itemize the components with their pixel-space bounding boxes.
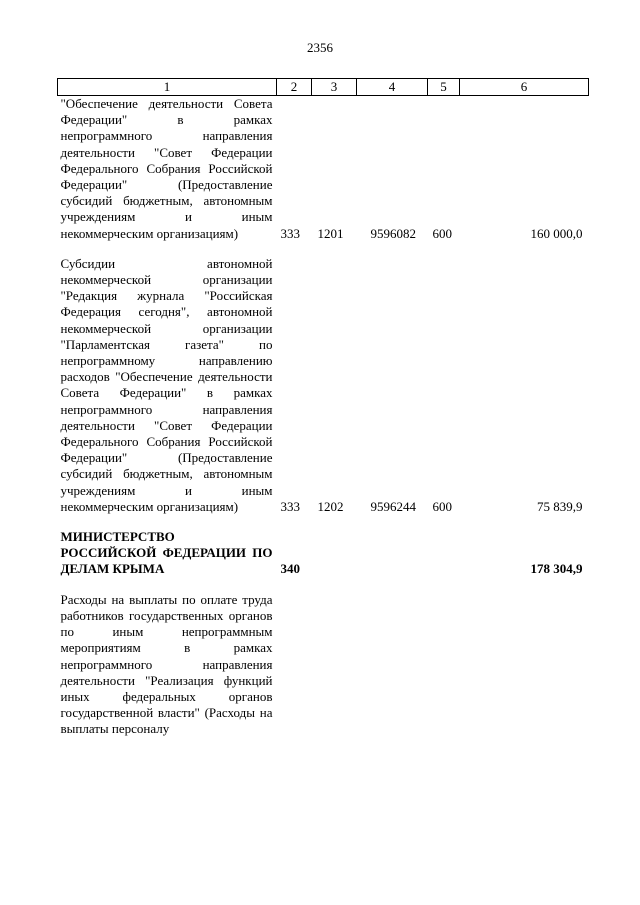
row-type: 600 (432, 498, 452, 514)
row-description: "Обеспечение деятельности Совета Федерации" в рамках непрограммного направления деятельности "Совет Федерации Федерального Собрания Российской Федерации" (Предоставление субсидий бюджетным, автономным учреждениям и иным некоммерческим организациям) (60, 96, 273, 241)
row-type (428, 529, 460, 578)
col-header-3: 3 (312, 79, 357, 96)
ministry-amount: 178 304,9 (530, 561, 583, 577)
table-row-ministry (58, 529, 589, 578)
col-header-1: 1 (58, 79, 277, 96)
table-row (58, 256, 589, 515)
row-target (357, 529, 428, 578)
row-code: 333 (280, 498, 300, 514)
page-number: 2356 (307, 40, 333, 55)
col-header-4: 4 (357, 79, 428, 96)
row-description: Расходы на выплаты по оплате труда работников государственных органов по иным непрограммным мероприятиям в рамках непрограммного направления деятельности "Реализация функций иных федеральных органов государственной власти" (Расходы на выплаты персоналу (60, 591, 273, 737)
row-amount: 160 000,0 (530, 225, 583, 241)
row-target (357, 592, 428, 738)
ministry-code: 340 (280, 561, 300, 577)
col-header-5: 5 (428, 79, 460, 96)
row-spacer (58, 242, 589, 256)
row-spacer (58, 515, 589, 529)
col-header-2: 2 (277, 79, 312, 96)
row-section (312, 529, 357, 578)
budget-table (57, 78, 589, 738)
row-description: Субсидии автономной некоммерческой организации "Редакция журнала "Российская Федерация сегодня", автономной некоммерческой организации "Парламентская газета" по непрограммному направлению расходов "Обеспечение деятельности Совета Федерации" в рамках непрограммного направления деятельности "Совет Федерации Федерального Собрания Российской Федерации" (Предоставление субсидий бюджетным, автономным учреждениям и иным некоммерческим организациям) (60, 255, 273, 514)
row-section (312, 592, 357, 738)
table-row (58, 96, 589, 242)
row-type: 600 (432, 225, 452, 241)
header-row (58, 79, 589, 96)
row-code: 333 (280, 225, 300, 241)
row-amount (460, 592, 589, 738)
row-target: 9596244 (370, 498, 416, 514)
row-amount: 75 839,9 (537, 498, 583, 514)
row-type (428, 592, 460, 738)
row-target: 9596082 (370, 225, 416, 241)
col-header-6: 6 (460, 79, 589, 96)
table-row (58, 592, 589, 738)
row-spacer (58, 578, 589, 592)
ministry-title: МИНИСТЕРСТВО РОССИЙСКОЙ ФЕДЕРАЦИИ ПО ДЕЛАМ КРЫМА (60, 529, 273, 577)
row-section: 1201 (317, 225, 344, 241)
row-code (277, 592, 312, 738)
row-section: 1202 (317, 498, 344, 514)
